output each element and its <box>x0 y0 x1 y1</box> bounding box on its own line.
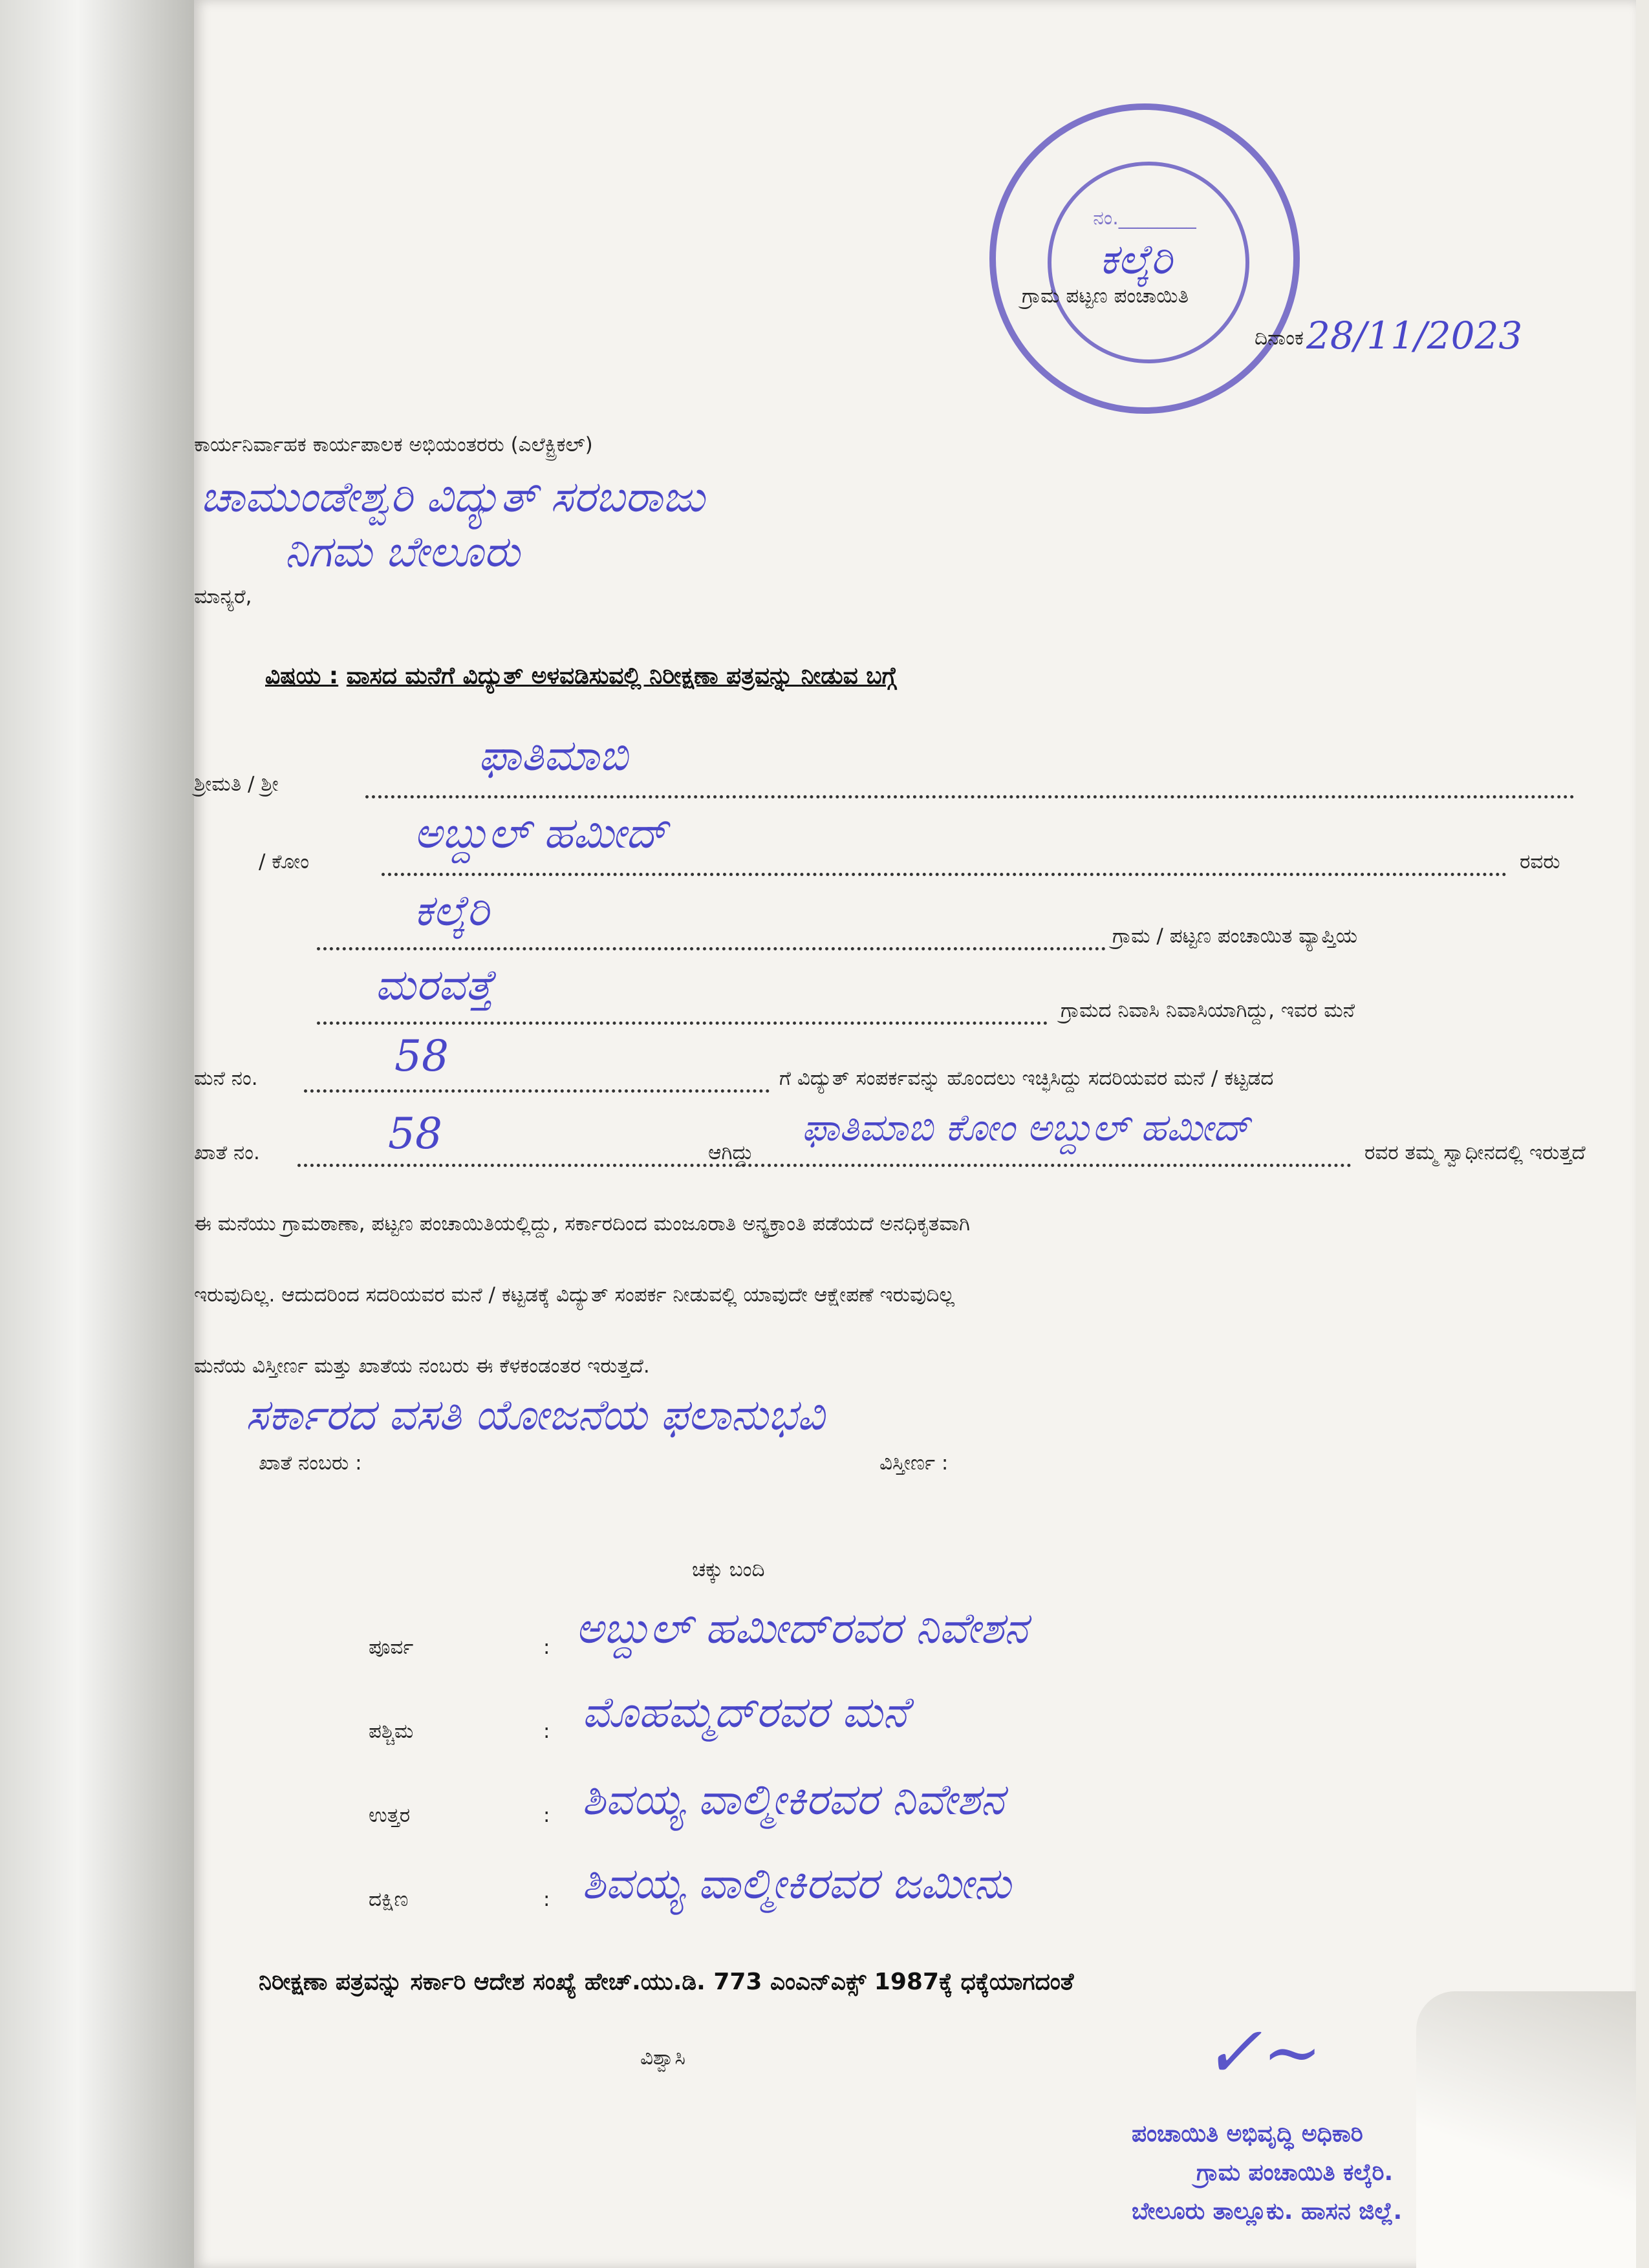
salutation: ಮಾನ್ಯರೆ, <box>194 585 252 608</box>
khata-value: 58 <box>388 1109 442 1159</box>
signatory-location: ಬೇಲೂರು ತಾಲ್ಲೂಕು. ಹಾಸನ ಜಿಲ್ಲೆ. <box>1132 2198 1403 2225</box>
boundary-west-colon: : <box>543 1720 550 1743</box>
area-sqft-label: ವಿಸ್ತೀರ್ಣ : <box>879 1451 949 1475</box>
para-line-1: ಈ ಮನೆಯು ಗ್ರಾಮಠಾಣಾ, ಪಟ್ಟಣ ಪಂಚಾಯಿತಿಯಲ್ಲಿದ್ದು, ಸರ್ಕಾರದಿಂದ ಮಂಜೂರಾತಿ ಅನ್ಯಕ್ರಾಂತಿ ಪಡೆಯದೆ ಅನಧಿಕೃತವಾಗಿ <box>194 1212 970 1236</box>
father-dotted-line <box>382 873 1507 876</box>
boundary-west-label: ಪಶ್ಚಿಮ <box>369 1720 414 1743</box>
signatory-designation: ಪಂಚಾಯಿತಿ ಅಭಿವೃದ್ಧಿ ಅಧಿಕಾರಿ <box>1132 2121 1363 2147</box>
handwritten-beneficiary-note: ಸರ್ಕಾರದ ವಸತಿ ಯೋಜನೆಯ ಫಲಾನುಭವಿ <box>246 1390 825 1440</box>
name-value: ಫಾತಿಮಾಬಿ <box>479 731 628 780</box>
khata-prefix: ಖಾತೆ ನಂ. <box>194 1141 260 1164</box>
boundary-south-label: ದಕ್ಷಿಣ <box>369 1888 409 1911</box>
house-suffix: ಗೆ ವಿದ್ಯುತ್ ಸಂಪರ್ಕವನ್ನು ಹೊಂದಲು ಇಚ್ಛಿಸಿದ್ದು ಸದರಿಯವರ ಮನೆ / ಕಟ್ಟಡದ <box>779 1067 1274 1090</box>
addressee-org-line2: ನಿಗಮ ಬೇಲೂರು <box>285 527 520 577</box>
father-suffix: ರವರು <box>1520 850 1560 873</box>
yours-faithfully: ವಿಶ್ವಾಸಿ <box>640 2046 685 2070</box>
signatory-panchayat: ಗ್ರಾಮ ಪಂಚಾಯಿತಿ ಕಲ್ಕೆರಿ. <box>1196 2159 1394 2186</box>
para-line-2: ಇರುವುದಿಲ್ಲ. ಆದುದರಿಂದ ಸದರಿಯವರ ಮನೆ / ಕಟ್ಟಡಕ್ಕೆ ವಿದ್ಯುತ್ ಸಂಪರ್ಕ ನೀಡುವಲ್ಲಿ ಯಾವುದೇ ಆಕ್ಷೇಪಣೆ ಇರುವುದಿಲ್ಲ <box>194 1283 954 1307</box>
khata-owner: ಫಾತಿಮಾಬಿ ಕೋಂ ಅಬ್ದುಲ್ ಹಮೀದ್ <box>802 1106 1250 1150</box>
boundary-east-value: ಅಬ್ದುಲ್ ಹಮೀದ್‌ರವರ ನಿವೇಶನ <box>576 1603 1028 1653</box>
subject-label: ವಿಷಯ : <box>265 663 339 689</box>
khata-mid: ಆಗಿದ್ದು <box>708 1141 754 1164</box>
date-value: 28/11/2023 <box>1306 314 1523 358</box>
subject-line <box>265 663 897 690</box>
area-value: ಮರವತ್ತೆ <box>375 960 494 1010</box>
village-value: ಕಲ್ಕೆರಿ <box>414 886 490 936</box>
house-value: 58 <box>394 1031 449 1081</box>
seal-handwritten-village: ಕಲ್ಕೆರಿ <box>1099 236 1172 284</box>
boundary-east-colon: : <box>543 1636 550 1659</box>
panchayat-line: ಗ್ರಾಮ ಪಟ್ಟಣ ಪಂಚಾಯಿತಿ <box>1022 284 1189 308</box>
khata-suffix: ರವರ ತಮ್ಮ ಸ್ವಾಧೀನದಲ್ಲಿ ಇರುತ್ತದೆ <box>1364 1141 1586 1164</box>
para-line-3: ಮನೆಯ ವಿಸ್ತೀರ್ಣ ಮತ್ತು ಖಾತೆಯ ನಂಬರು ಈ ಕೆಳಕಂಡಂತರ ಇರುತ್ತದೆ. <box>194 1354 650 1378</box>
khata-number-label: ಖಾತೆ ನಂಬರು : <box>259 1451 362 1475</box>
addressee-designation: ಕಾರ್ಯನಿರ್ವಾಹಕ ಕಾರ್ಯಪಾಲಕ ಅಭಿಯಂತರರು (ಎಲೆಕ್ಟ್ರಿಕಲ್) <box>194 433 593 456</box>
date-label: ದಿನಾಂಕ <box>1255 326 1304 350</box>
page-curl <box>1416 1991 1636 2268</box>
binding-shadow <box>0 0 194 2268</box>
addressee-org-line1: ಚಾಮುಂಡೇಶ್ವರಿ ವಿದ್ಯುತ್ ಸರಬರಾಜು <box>200 472 705 522</box>
boundaries-heading: ಚಕ್ಕು ಬಂದಿ <box>692 1558 765 1581</box>
village-dotted-line <box>317 947 1106 950</box>
area-dotted-line <box>317 1022 1048 1025</box>
khata-dotted-line <box>297 1164 1352 1167</box>
house-prefix: ಮನೆ ನಂ. <box>194 1067 258 1090</box>
closing-line: ನಿರೀಕ್ಷಣಾ ಪತ್ರವನ್ನು ಸರ್ಕಾರಿ ಆದೇಶ ಸಂಖ್ಯೆ ಹೇಚ್.ಯು.ಡಿ. 773 ಎಂಎನ್‌ಎಕ್ಸ್ 1987ಕ್ಕೆ ಧಕ್ಕೆಯಾಗದಂತೆ <box>259 1969 1074 1995</box>
boundary-north-label: ಉತ್ತರ <box>369 1804 411 1827</box>
name-dotted-line <box>365 795 1575 798</box>
officer-signature: ✓~ <box>1203 2011 1322 2093</box>
father-value: ಅಬ್ದುಲ್ ಹಮೀದ್ <box>414 808 668 858</box>
boundary-south-colon: : <box>543 1888 550 1911</box>
subject-text: ವಾಸದ ಮನೆಗೆ ವಿದ್ಯುತ್ ಅಳವಡಿಸುವಲ್ಲಿ ನಿರೀಕ್ಷಣಾ ಪತ್ರವನ್ನು ನೀಡುವ ಬಗ್ಗೆ <box>346 663 897 689</box>
office-seal <box>989 103 1300 414</box>
boundary-north-value: ಶಿವಯ್ಯ ವಾಲ್ಮೀಕಿರವರ ನಿವೇಶನ <box>582 1775 1004 1824</box>
boundary-south-value: ಶಿವಯ್ಯ ವಾಲ್ಮೀಕಿರವರ ಜಮೀನು <box>582 1859 1011 1909</box>
house-dotted-line <box>304 1089 770 1093</box>
village-suffix: ಗ್ರಾಮ / ಪಟ್ಟಣ ಪಂಚಾಯಿತ ವ್ಯಾಪ್ತಿಯ <box>1112 925 1358 948</box>
boundary-north-colon: : <box>543 1804 550 1827</box>
father-prefix: / ಕೋಂ <box>259 850 309 873</box>
boundary-east-label: ಪೂರ್ವ <box>369 1636 414 1659</box>
letter-page <box>194 0 1636 2268</box>
seal-number-line: ನಂ.________ <box>1093 207 1196 230</box>
name-prefix: ಶ್ರೀಮತಿ / ಶ್ರೀ <box>194 773 279 796</box>
boundary-west-value: ಮೊಹಮ್ಮದ್‌ರವರ ಮನೆ <box>582 1687 908 1737</box>
area-suffix: ಗ್ರಾಮದ ನಿವಾಸಿ ನಿವಾಸಿಯಾಗಿದ್ದು, ಇವರ ಮನೆ <box>1061 999 1355 1022</box>
